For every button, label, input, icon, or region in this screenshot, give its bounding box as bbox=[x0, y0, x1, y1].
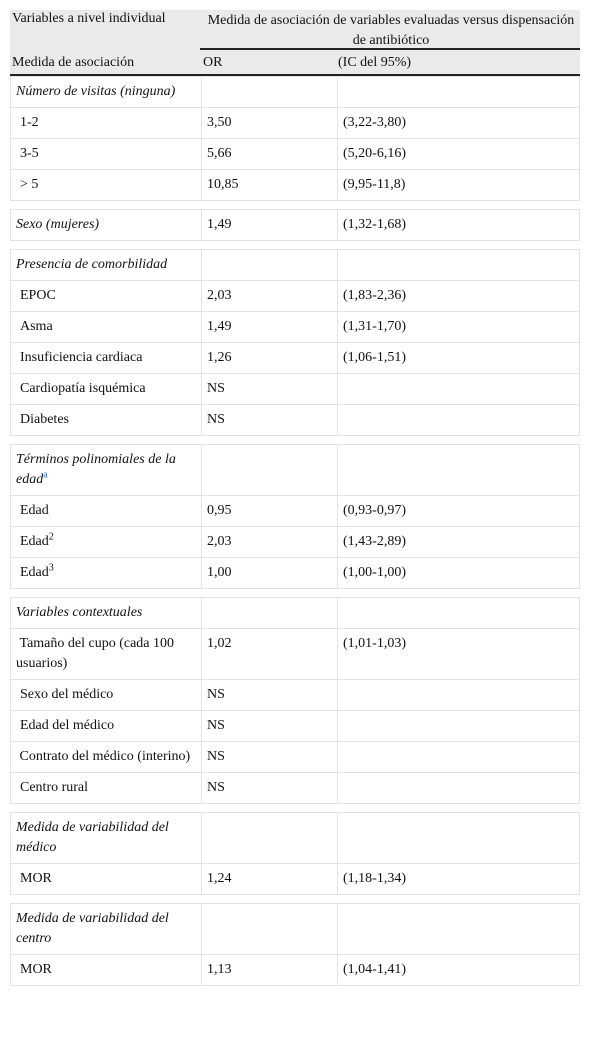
row-or: 1,02 bbox=[202, 629, 338, 680]
row-or: 2,03 bbox=[202, 281, 338, 312]
row-label: EPOC bbox=[11, 281, 202, 312]
row-label: > 5 bbox=[11, 170, 202, 201]
empty-cell bbox=[338, 598, 580, 629]
row-ci bbox=[338, 405, 580, 436]
section-title: Medida de variabilidad del centro bbox=[11, 904, 202, 955]
row-label-text: Contrato del médico (interino) bbox=[19, 749, 191, 764]
row-ci: (1,31-1,70) bbox=[338, 312, 580, 343]
age-term: Edad bbox=[20, 503, 49, 518]
row-label bbox=[11, 496, 202, 527]
section-row-comorbidity bbox=[11, 250, 580, 281]
row-label: 3-5 bbox=[11, 139, 202, 170]
table-row bbox=[11, 773, 580, 804]
row-or: NS bbox=[202, 742, 338, 773]
table-row bbox=[11, 558, 580, 589]
header-individual-variables: Variables a nivel individual bbox=[12, 11, 166, 26]
table-row bbox=[11, 711, 580, 742]
empty-cell bbox=[338, 445, 580, 496]
row-ci: (0,93-0,97) bbox=[338, 496, 580, 527]
row-label bbox=[11, 527, 202, 558]
row-ci: (1,32-1,68) bbox=[338, 210, 580, 241]
row-or: 3,50 bbox=[202, 108, 338, 139]
table-row bbox=[11, 955, 580, 986]
row-label: Diabetes bbox=[11, 405, 202, 436]
row-or: 1,49 bbox=[202, 312, 338, 343]
section-title-text: Términos polinomiales de la edad bbox=[16, 452, 176, 487]
table-row bbox=[11, 312, 580, 343]
empty-cell bbox=[338, 813, 580, 864]
table-row bbox=[11, 108, 580, 139]
row-label bbox=[11, 558, 202, 589]
age-term: Edad bbox=[20, 534, 49, 549]
table-row bbox=[11, 496, 580, 527]
section-title: Variables contextuales bbox=[11, 598, 202, 629]
row-label: Insuficiencia cardiaca bbox=[11, 343, 202, 374]
empty-cell bbox=[338, 904, 580, 955]
exponent: 2 bbox=[48, 531, 54, 543]
row-ci: (1,00-1,00) bbox=[338, 558, 580, 589]
row-or: NS bbox=[202, 773, 338, 804]
age-term: Edad bbox=[20, 565, 49, 580]
empty-cell bbox=[338, 250, 580, 281]
empty-cell bbox=[202, 598, 338, 629]
row-ci bbox=[338, 773, 580, 804]
row-label: MOR bbox=[11, 864, 202, 895]
empty-cell bbox=[202, 250, 338, 281]
row-label-text: Tamaño del cupo (cada 100 usuarios) bbox=[16, 636, 175, 671]
table-row bbox=[11, 139, 580, 170]
table-row bbox=[11, 281, 580, 312]
table-row bbox=[11, 629, 580, 680]
row-or: NS bbox=[202, 405, 338, 436]
row-or: NS bbox=[202, 711, 338, 742]
table-row bbox=[11, 343, 580, 374]
empty-cell bbox=[202, 445, 338, 496]
row-ci bbox=[338, 680, 580, 711]
row-or: 1,26 bbox=[202, 343, 338, 374]
table-row bbox=[11, 864, 580, 895]
section-row-visits bbox=[11, 77, 580, 108]
header-or: OR bbox=[203, 55, 223, 70]
empty-cell bbox=[202, 813, 338, 864]
row-label: Edad del médico bbox=[11, 711, 202, 742]
spacer-row bbox=[11, 201, 580, 210]
row-or: 0,95 bbox=[202, 496, 338, 527]
section-row-doctor-variability bbox=[11, 813, 580, 864]
footnote-link[interactable]: a bbox=[43, 469, 48, 481]
header-group-rule bbox=[200, 48, 580, 50]
spacer-row bbox=[11, 895, 580, 904]
table-row bbox=[11, 405, 580, 436]
row-ci bbox=[338, 742, 580, 773]
row-ci bbox=[338, 374, 580, 405]
row-label: MOR bbox=[11, 955, 202, 986]
row-ci: (1,18-1,34) bbox=[338, 864, 580, 895]
section-title: Presencia de comorbilidad bbox=[11, 250, 202, 281]
row-or: 2,03 bbox=[202, 527, 338, 558]
row-or: 1,00 bbox=[202, 558, 338, 589]
row-label bbox=[11, 629, 202, 680]
row-ci: (5,20-6,16) bbox=[338, 139, 580, 170]
empty-cell bbox=[202, 904, 338, 955]
row-label: Sexo del médico bbox=[11, 680, 202, 711]
row-label bbox=[11, 742, 202, 773]
section-row-sex bbox=[11, 210, 580, 241]
row-ci: (1,06-1,51) bbox=[338, 343, 580, 374]
spacer-row bbox=[11, 589, 580, 598]
section-row-contextual bbox=[11, 598, 580, 629]
row-ci: (9,95-11,8) bbox=[338, 170, 580, 201]
table-row bbox=[11, 170, 580, 201]
spacer-row bbox=[11, 436, 580, 445]
row-ci: (1,04-1,41) bbox=[338, 955, 580, 986]
row-label: Asma bbox=[11, 312, 202, 343]
section-title: Sexo (mujeres) bbox=[11, 210, 202, 241]
row-or: 5,66 bbox=[202, 139, 338, 170]
table-body bbox=[10, 76, 580, 986]
table-row bbox=[11, 742, 580, 773]
section-title: Número de visitas (ninguna) bbox=[11, 77, 202, 108]
row-ci: (1,01-1,03) bbox=[338, 629, 580, 680]
row-ci: (1,43-2,89) bbox=[338, 527, 580, 558]
spacer-row bbox=[11, 241, 580, 250]
table-header bbox=[10, 10, 580, 74]
row-or: 1,13 bbox=[202, 955, 338, 986]
section-row-age bbox=[11, 445, 580, 496]
row-label: 1-2 bbox=[11, 108, 202, 139]
row-or: NS bbox=[202, 374, 338, 405]
table-row bbox=[11, 374, 580, 405]
row-or: 1,49 bbox=[202, 210, 338, 241]
section-row-center-variability bbox=[11, 904, 580, 955]
row-ci: (3,22-3,80) bbox=[338, 108, 580, 139]
row-ci bbox=[338, 711, 580, 742]
exponent: 3 bbox=[48, 562, 54, 574]
table-row bbox=[11, 680, 580, 711]
header-ci: (IC del 95%) bbox=[338, 55, 412, 70]
row-label: Centro rural bbox=[11, 773, 202, 804]
table-row bbox=[11, 527, 580, 558]
row-or: 1,24 bbox=[202, 864, 338, 895]
row-or: NS bbox=[202, 680, 338, 711]
row-label: Cardiopatía isquémica bbox=[11, 374, 202, 405]
odds-ratio-table bbox=[10, 10, 580, 986]
section-title bbox=[11, 445, 202, 496]
spacer-row bbox=[11, 804, 580, 813]
row-or: 10,85 bbox=[202, 170, 338, 201]
row-ci: (1,83-2,36) bbox=[338, 281, 580, 312]
empty-cell bbox=[202, 77, 338, 108]
header-association-measure: Medida de asociación bbox=[12, 55, 135, 70]
empty-cell bbox=[338, 77, 580, 108]
section-title: Medida de variabilidad del médico bbox=[11, 813, 202, 864]
header-association-group: Medida de asociación de variables evaluadas versus dispensación de antibiótico bbox=[207, 13, 575, 48]
